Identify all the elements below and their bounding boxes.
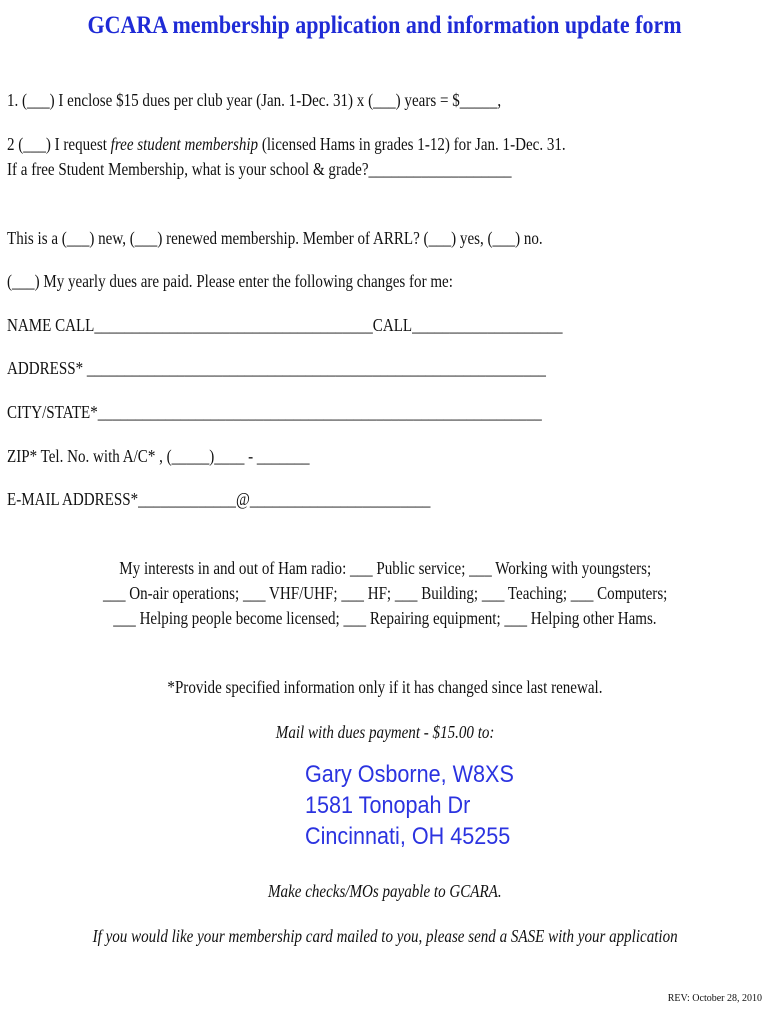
revision-date: REV: October 28, 2010 [667, 993, 762, 1004]
membership-type-line: This is a (___) new, (___) renewed membership. Member of ARRL? (___) yes, (___) no. [7, 228, 543, 248]
student-membership-line [7, 134, 566, 155]
school-grade-line: If a free Student Membership, what is your school & grade?___________________ [7, 159, 512, 179]
student-suffix: (licensed Hams in grades 1-12) for Jan. 1-Dec. 31. [258, 134, 566, 154]
interests-line-1: My interests in and out of Ham radio: ___ Public service; ___ Working with youngsters; [119, 558, 651, 578]
dues-paid-line: (___) My yearly dues are paid. Please enter the following changes for me: [7, 271, 453, 291]
interests-line-2: ___ On-air operations; ___ VHF/UHF; ___ HF; ___ Building; ___ Teaching; ___ Computers; [102, 583, 668, 603]
interests-line-3: ___ Helping people become licensed; ___ Repairing equipment; ___ Helping other Hams. [113, 608, 657, 628]
payable-note: Make checks/MOs payable to GCARA. [268, 881, 502, 901]
student-italic: free student membership [110, 134, 259, 154]
mail-with-dues: Mail with dues payment - $15.00 to: [275, 722, 495, 742]
address-city: Cincinnati, OH 45255 [305, 823, 511, 850]
dues-line: 1. (___) I enclose $15 dues per club year (Jan. 1-Dec. 31) x (___) years = $_____, [7, 90, 502, 110]
email-field[interactable]: E-MAIL ADDRESS*_____________@________________________ [7, 489, 431, 509]
city-state-field[interactable]: CITY/STATE*___________________________________________________________ [7, 402, 542, 422]
sase-note: If you would like your membership card mailed to you, please send a SASE with your application [92, 926, 678, 946]
zip-tel-field[interactable]: ZIP* Tel. No. with A/C* , (_____)____ - _______ [7, 446, 310, 466]
address-field[interactable]: ADDRESS* _____________________________________________________________ [7, 358, 546, 378]
address-street: 1581 Tonopah Dr [305, 792, 471, 819]
name-call-field[interactable]: NAME CALL_____________________________________CALL____________________ [7, 315, 563, 335]
student-prefix: 2 (___) I request [7, 134, 111, 154]
provide-info-note: *Provide specified information only if it has changed since last renewal. [167, 677, 603, 697]
form-title: GCARA membership application and information update form [87, 12, 683, 39]
address-name: Gary Osborne, W8XS [305, 761, 514, 788]
